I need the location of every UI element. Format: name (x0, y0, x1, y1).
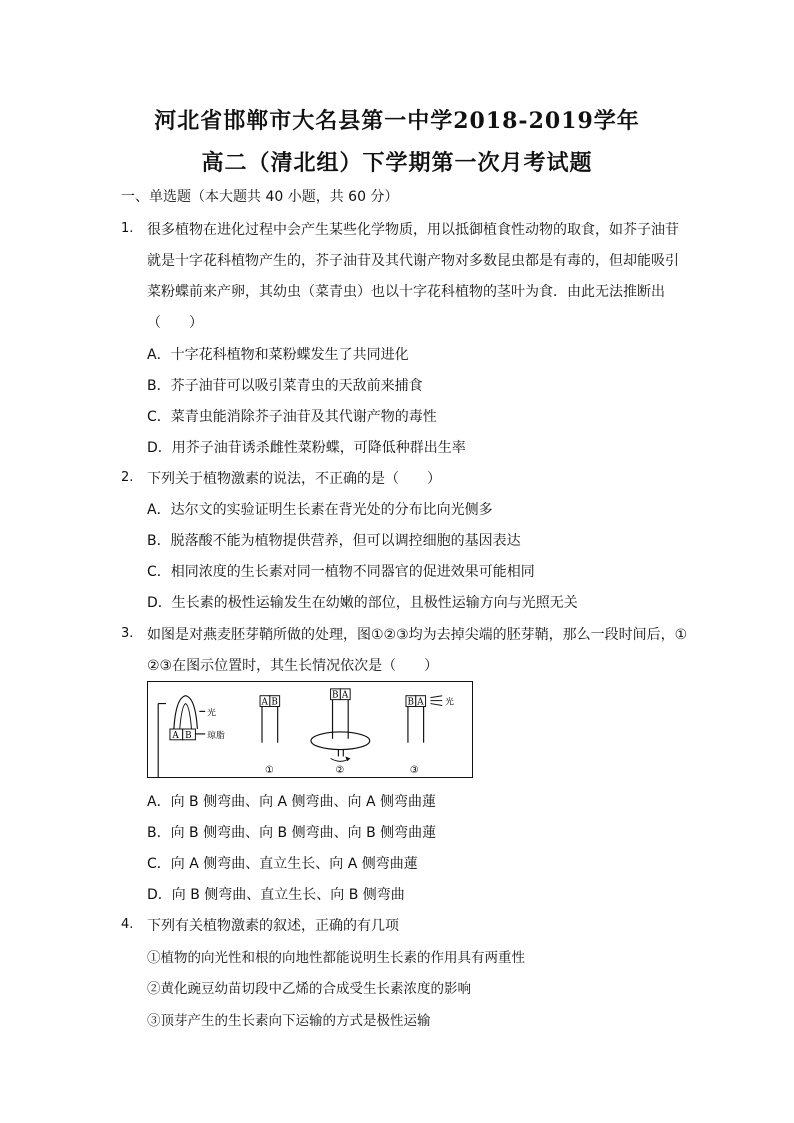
light-label-3: 光 (445, 697, 454, 708)
block-1-a-label: A (261, 697, 268, 708)
coleoptile-figure (147, 681, 473, 778)
page-title: 河北省邯郸市大名县第一中学2018-2019学年 (154, 108, 640, 134)
coleoptile-tip-shape (174, 696, 198, 729)
question-2-option-a: A．达尔文的实验证明生长素在背光处的分布比向光侧多 (147, 502, 493, 518)
question-3-line-2: ②③在图示位置时，其生长情况依次是（ ） (147, 658, 439, 674)
question-1-line-4: （ ） (147, 315, 203, 331)
agar-label: 琼脂 (207, 730, 225, 741)
block-2-b-label: B (332, 690, 339, 701)
light-label: 光 (207, 708, 216, 719)
coleoptile-2 (311, 689, 370, 776)
block-3-a-label: A (417, 697, 424, 708)
label-3: ③ (409, 765, 419, 777)
coleoptile-inner-shape (180, 704, 192, 729)
question-1-line-3: 菜粉蝶前来产卵，其幼虫（菜青虫）也以十字花科植物的茎叶为食．由此无法推断出 (147, 284, 665, 300)
question-4-statement-2: ②黄化豌豆幼苗切段中乙烯的合成受生长素浓度的影响 (147, 981, 471, 997)
question-3-number: 3. (121, 626, 134, 641)
question-4-statement-1: ①植物的向光性和根的向地性都能说明生长素的作用具有两重性 (147, 950, 525, 966)
agar-block-b-label: B (185, 730, 192, 741)
question-4-statement-3: ③顶芽产生的生长素向下运输的方式是极性运输 (147, 1013, 431, 1029)
label-1: ① (264, 765, 274, 777)
tip-on-agar-setup (158, 696, 225, 777)
question-4-number: 4. (121, 917, 134, 932)
agar-block-a-label: A (172, 730, 179, 741)
question-1-option-d: D．用芥子油苷诱杀雌性菜粉蝶，可降低种群出生率 (147, 440, 466, 456)
question-3-option-b: B．向 B 侧弯曲、向 B 侧弯曲、向 B 侧弯曲蓮 (147, 825, 437, 841)
question-2-stem: 下列关于植物激素的说法，不正确的是（ ） (147, 471, 441, 487)
question-2-option-c: C．相同浓度的生长素对同一植物不同器官的促进效果可能相同 (147, 564, 535, 580)
question-2-option-d: D．生长素的极性运输发生在幼嫩的部位，且极性运输方向与光照无关 (147, 595, 578, 611)
question-3-line-1: 如图是对燕麦胚芽鞘所做的处理，图①②③均为去掉尖端的胚芽鞘，那么一段时间后，① (147, 627, 688, 643)
question-4-stem: 下列有关植物激素的叙述，正确的有几项 (147, 918, 399, 934)
light-ray-3 (430, 704, 442, 706)
coleoptile-3 (406, 696, 454, 777)
block-3-b-label: B (407, 697, 414, 708)
question-1-option-a: A．十字花科植物和菜粉蝶发生了共同进化 (147, 347, 409, 363)
coleoptile-diagram (148, 682, 472, 777)
question-1-number: 1. (121, 221, 134, 236)
question-1-line-1: 很多植物在进化过程中会产生某些化学物质，用以抵御植食性动物的取食，如芥子油苷 (147, 222, 679, 238)
question-1-line-2: 就是十字花科植物产生的，芥子油苷及其代谢产物对多数昆虫都是有毒的，但却能吸引 (147, 253, 679, 269)
coleoptile-1 (260, 696, 280, 776)
question-1-option-b: B．芥子油苷可以吸引菜青虫的天敌前来捕食 (147, 378, 423, 394)
section-heading: 一、单选题（本大题共 40 小题，共 60 分） (121, 189, 399, 205)
question-3-option-d: D．向 B 侧弯曲、直立生长、向 B 侧弯曲 (147, 887, 405, 903)
question-3-option-a: A．向 B 侧弯曲、向 A 侧弯曲、向 A 侧弯曲蓮 (147, 794, 437, 810)
light-ray-1 (430, 696, 442, 698)
question-3-option-c: C．向 A 侧弯曲、直立生长、向 A 侧弯曲蓮 (147, 856, 418, 872)
rotating-platform (311, 732, 370, 750)
question-1-option-c: C．菜青虫能消除芥子油苷及其代谢产物的毒性 (147, 409, 437, 425)
page-subtitle: 高二（清北组）下学期第一次月考试题 (201, 150, 593, 176)
block-1-b-label: B (271, 697, 278, 708)
question-2-number: 2. (121, 470, 134, 485)
question-2-option-b: B．脱落酸不能为植物提供营养，但可以调控细胞的基因表达 (147, 533, 521, 549)
block-2-a-label: A (341, 690, 349, 701)
label-2: ② (335, 765, 345, 777)
